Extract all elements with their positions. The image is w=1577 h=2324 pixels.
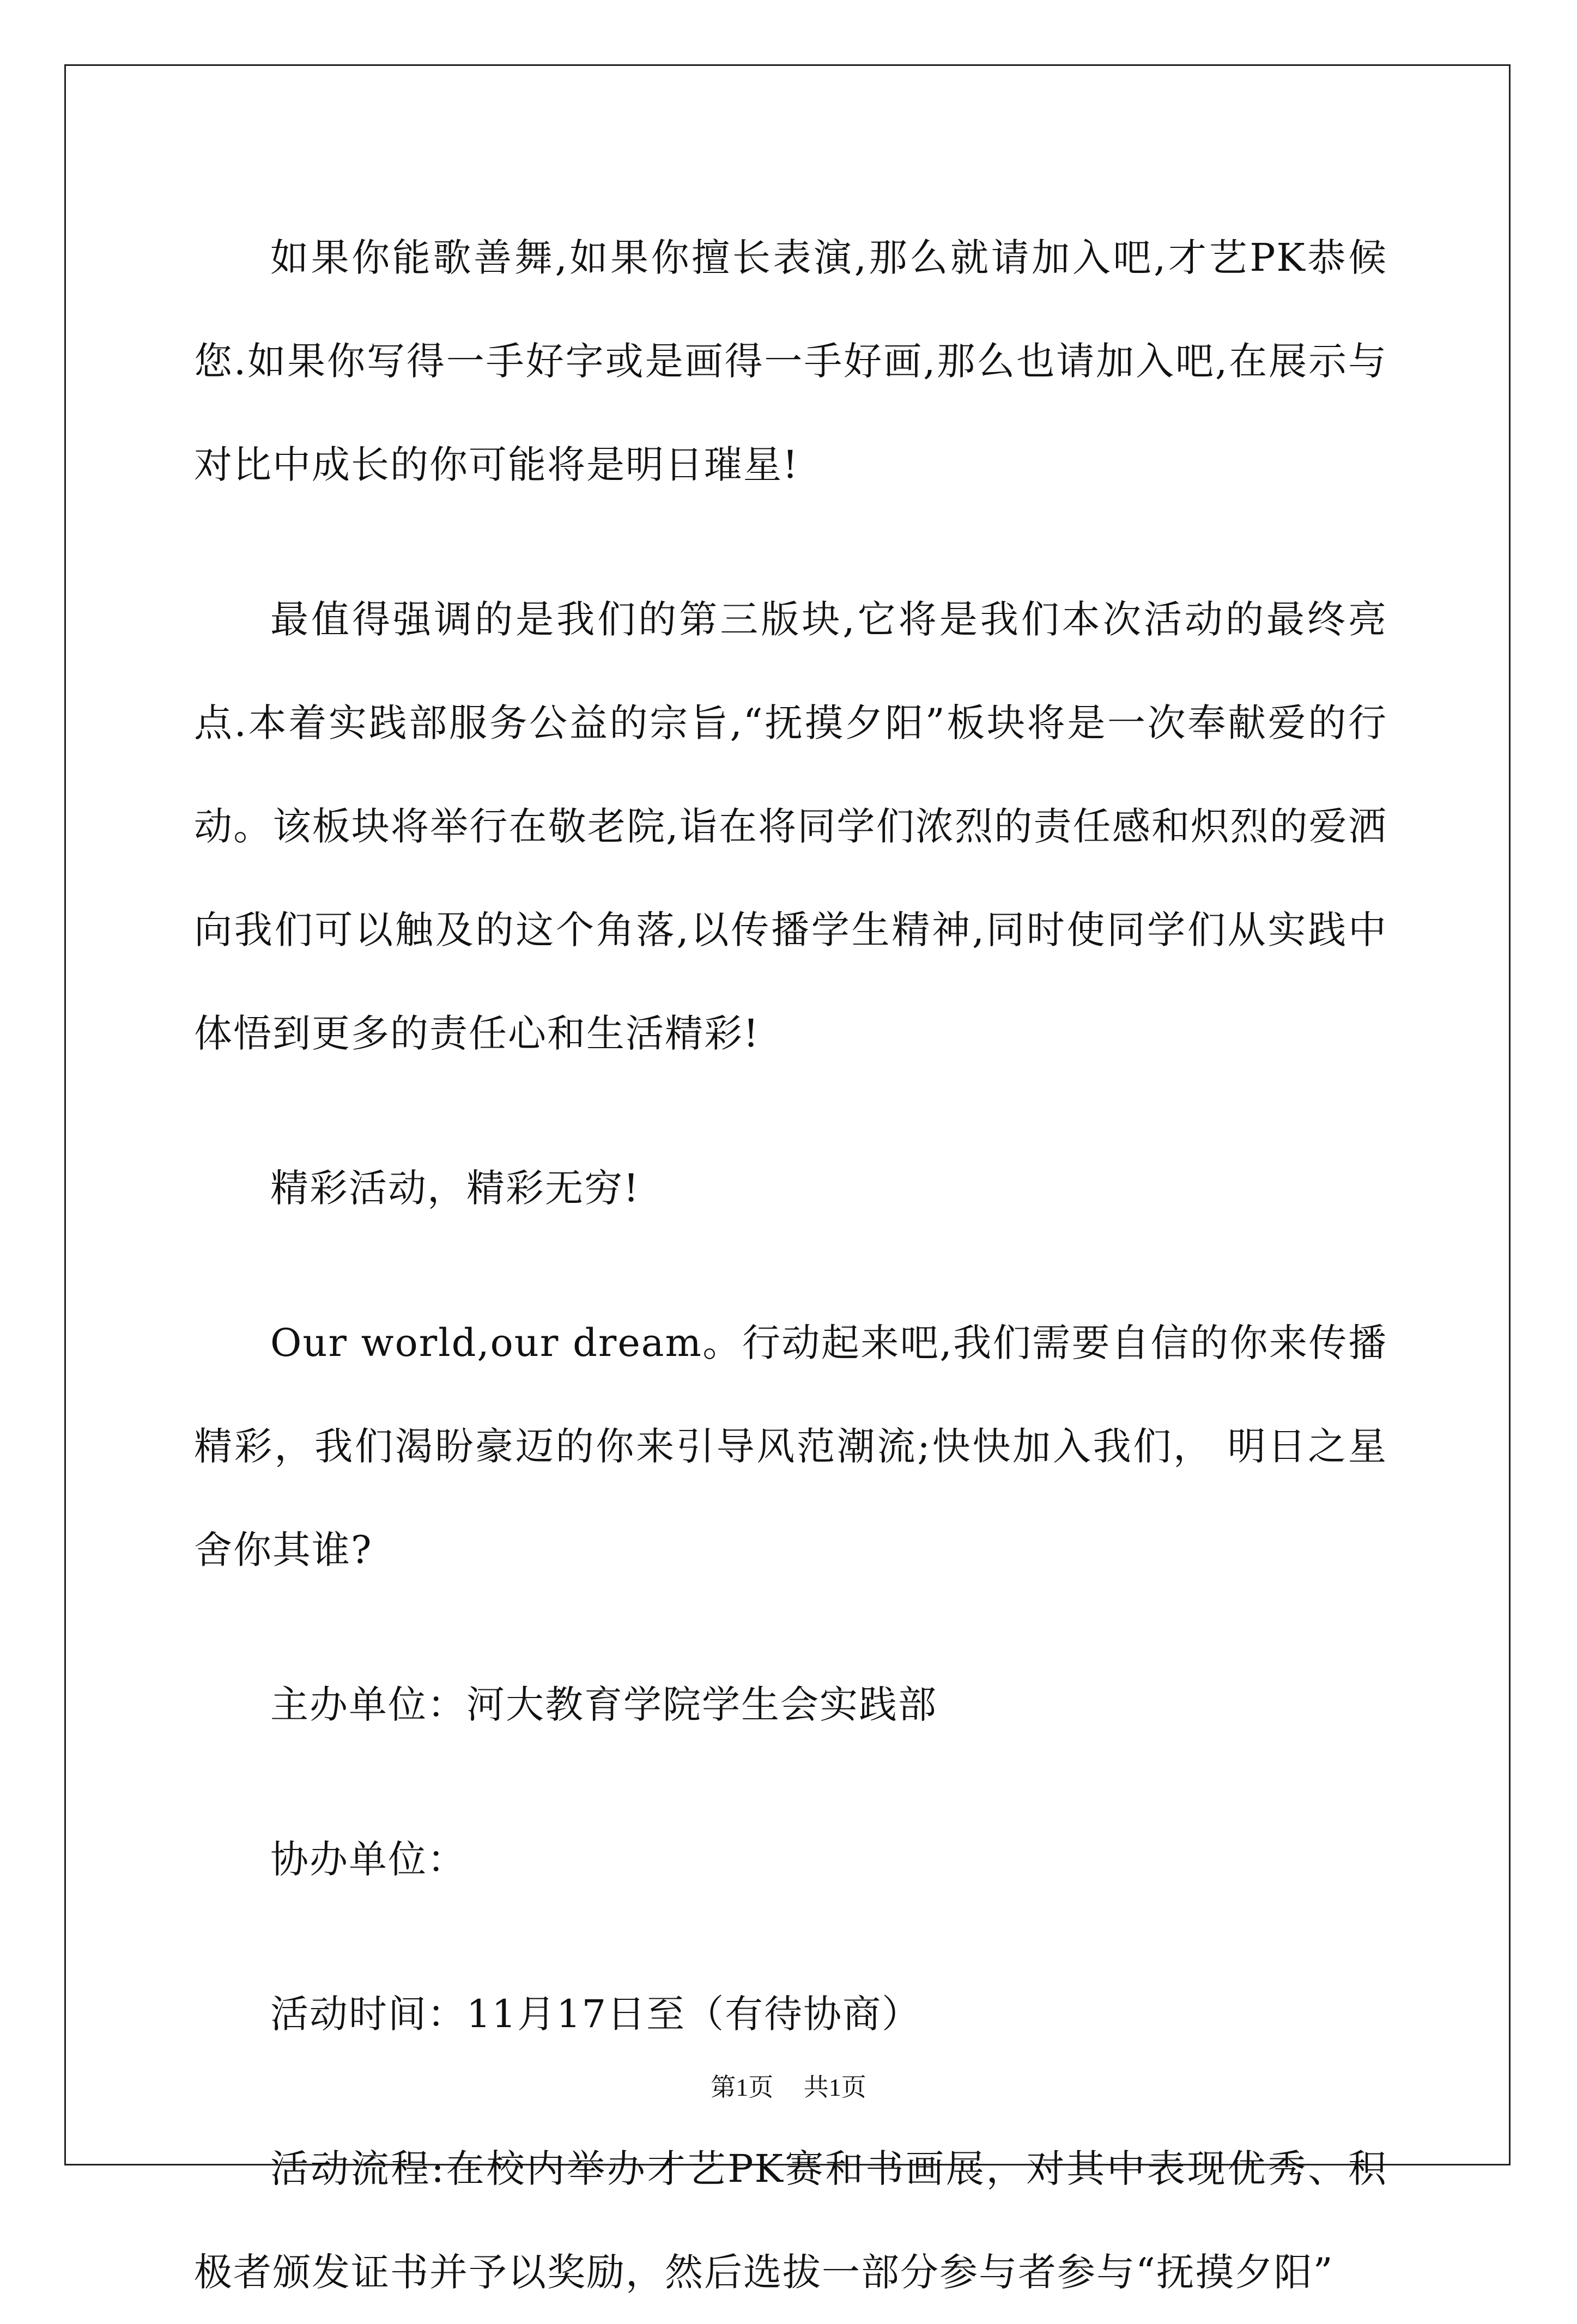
paragraph-host: 主办单位：河大教育学院学生会实践部	[270, 1682, 937, 1727]
paragraph-process: 活动流程:在校内举办才艺PK赛和书画展，对其中表现优秀、积极者颁发证书并予以奖励，然后选拔一部分参与者参与“抚摸夕阳”	[194, 2146, 1387, 2295]
paragraph-co-host: 协办单位：	[270, 1837, 466, 1882]
page-number-total: 共1页	[803, 2073, 866, 2101]
paragraph-third-section: 最值得强调的是我们的第三版块,它将是我们本次活动的最终亮点.本着实践部服务公益的宗旨,“抚摸夕阳”板块将是一次奉献爱的行动。该板块将举行在敬老院,诣在将同学们浓烈的责任感和炽烈的爱洒向我们可以触及的这个角落,以传播学生精神,同时使同学们从实践中体悟到更多的责任心和生活精彩!	[194, 597, 1387, 1056]
paragraph-talent-intro: 如果你能歌善舞,如果你擅长表演,那么就请加入吧,才艺PK恭候您.如果你写得一手好字或是画得一手好画,那么也请加入吧,在展示与对比中成长的你可能将是明日璀星!	[194, 235, 1387, 487]
page-footer	[0, 2067, 1577, 2103]
page-number-current: 第1页	[711, 2073, 774, 2101]
paragraph-time: 活动时间：11月17日至（有待协商）	[270, 1992, 921, 2036]
document-body	[194, 206, 1387, 2324]
paragraph-slogan: 精彩活动，精彩无穷!	[270, 1166, 640, 1210]
paragraph-our-world: Our world,our dream。行动起来吧,我们需要自信的你来传播精彩，我们渴盼豪迈的你来引导风范潮流;快快加入我们， 明日之星舍你其谁?	[194, 1321, 1387, 1572]
